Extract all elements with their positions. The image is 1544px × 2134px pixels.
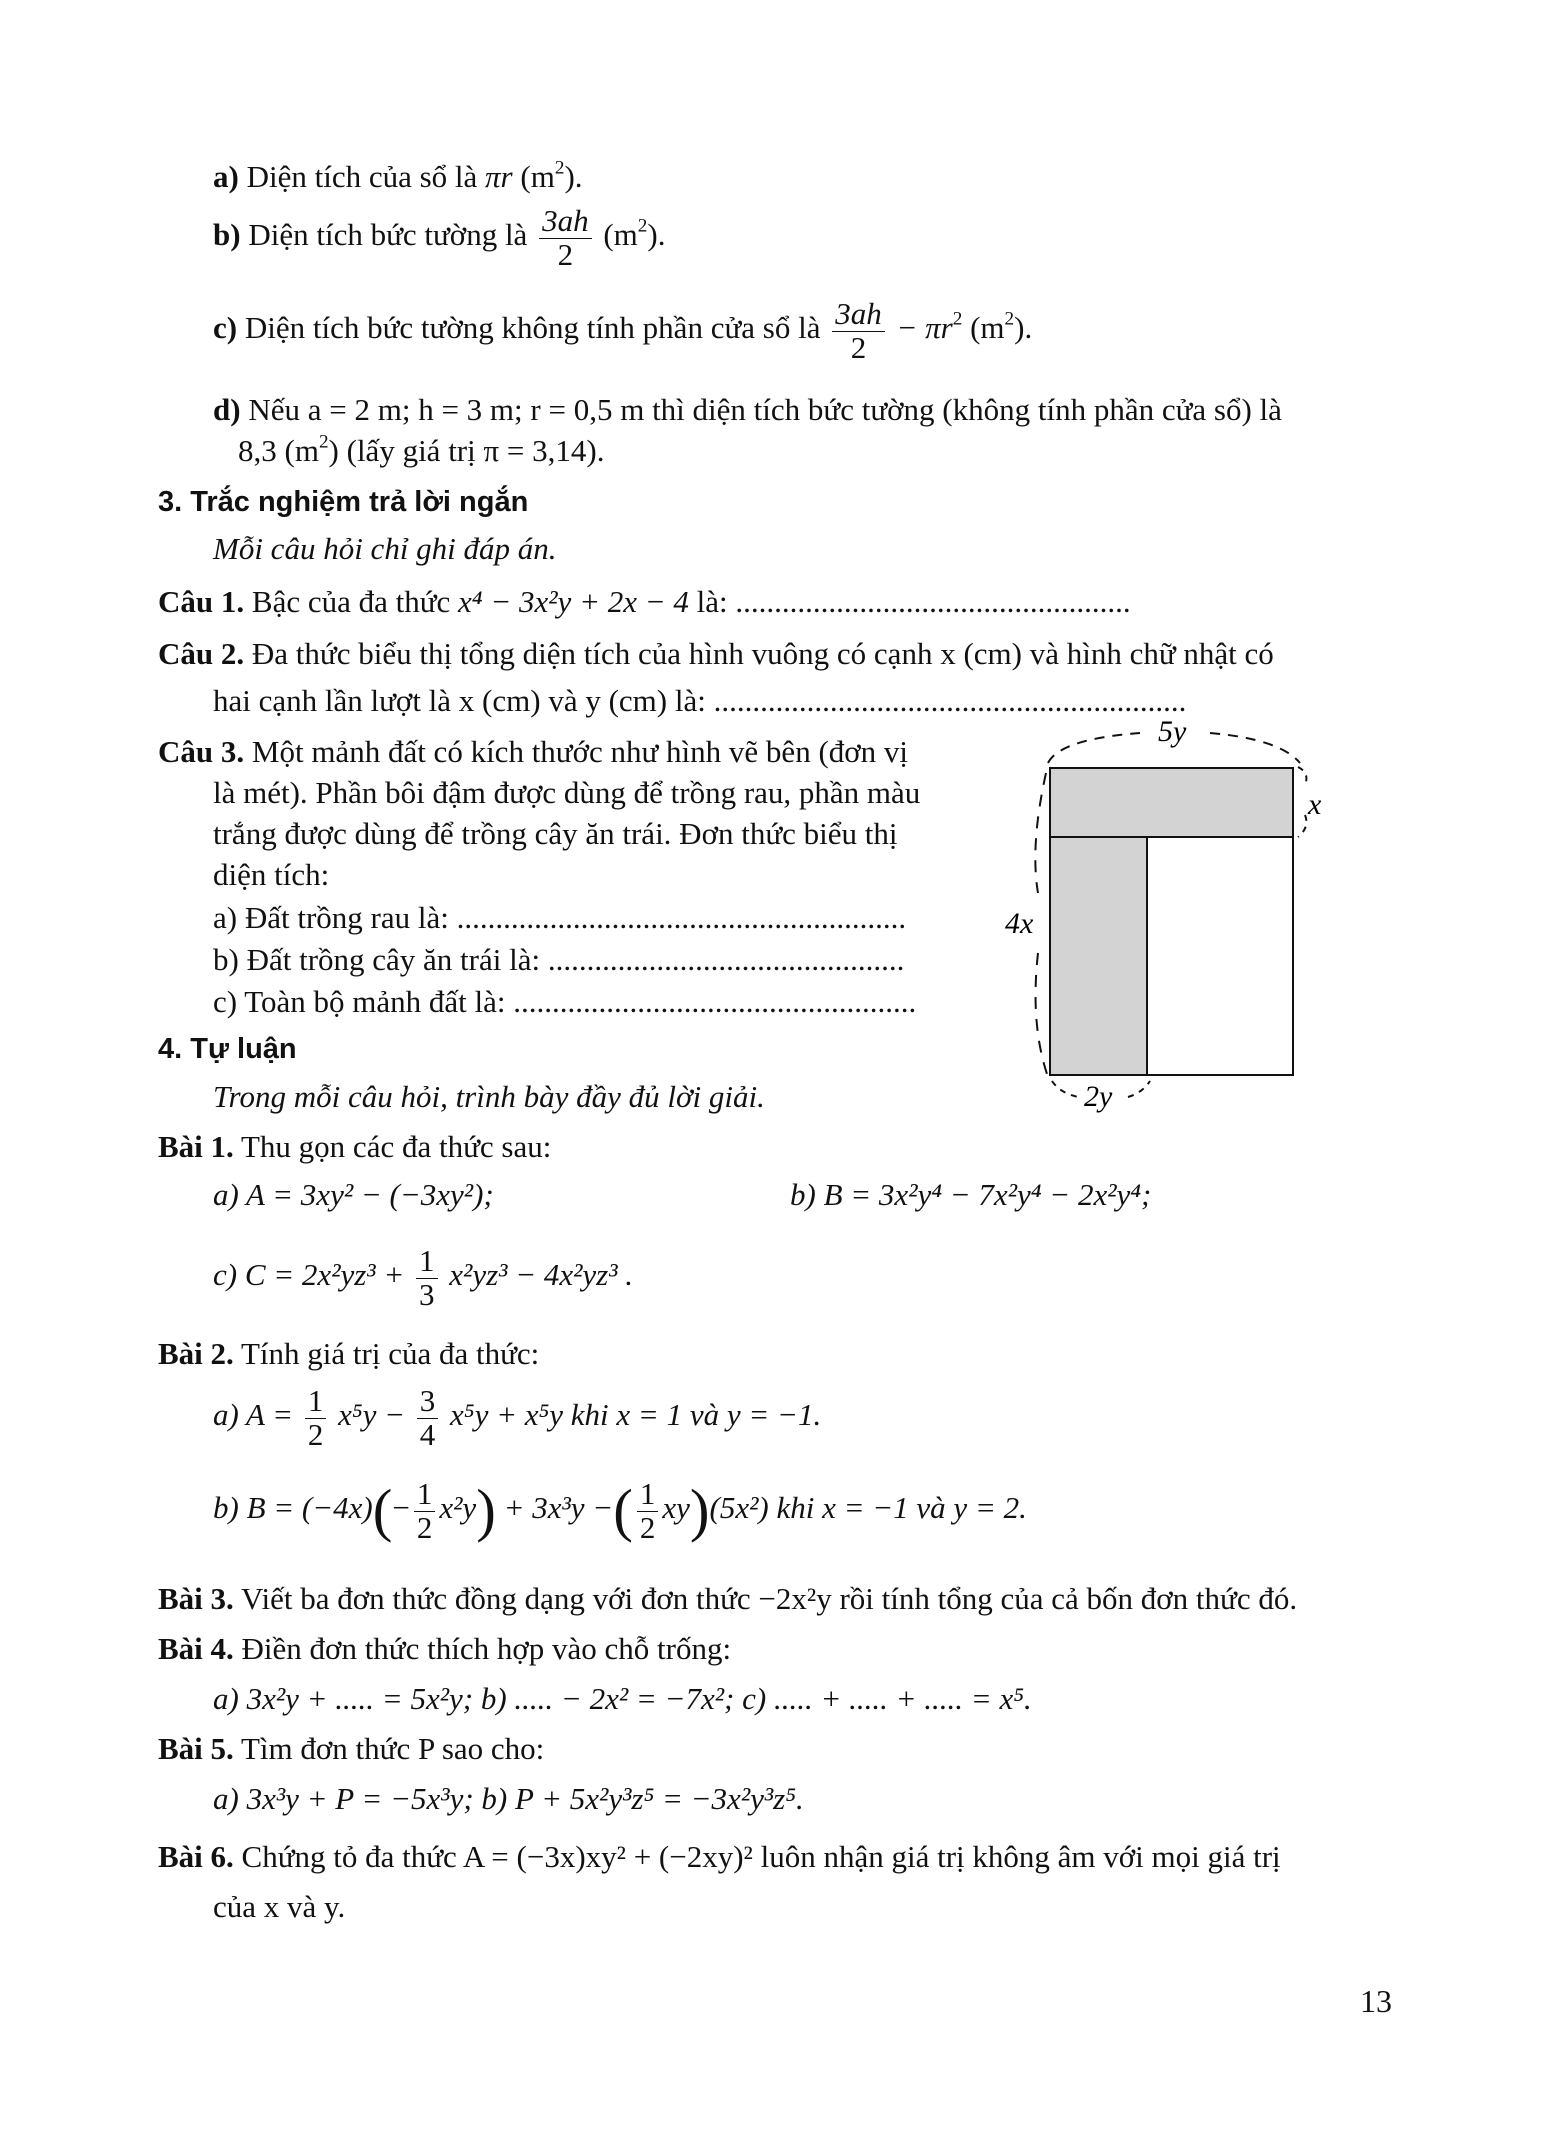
dim-right-bottom — [1298, 815, 1306, 837]
denominator: 2 — [639, 1509, 656, 1545]
denominator: 3 — [419, 1276, 435, 1312]
dim-bottom-right — [1128, 1081, 1150, 1097]
exercise-label: Bài 3. — [158, 1581, 234, 1616]
dim-bottom-left — [1052, 1081, 1078, 1097]
unit: (m — [970, 310, 1005, 346]
math: x⁵y − — [338, 1397, 406, 1433]
item-text: Diện tích bức tường là — [248, 217, 528, 253]
label-right: x — [1308, 788, 1322, 821]
unit: (m — [603, 217, 638, 253]
section-3-heading: 3. Trắc nghiệm trả lời ngắn — [158, 486, 529, 518]
question-text: Bậc của đa thức — [251, 584, 451, 619]
minus: − — [392, 1490, 410, 1526]
exercise-text: Tính giá trị của đa thức: — [241, 1336, 540, 1371]
numerator: 1 — [637, 1478, 659, 1512]
item-text: Diện tích bức tường không tính phần cửa sổ là — [244, 310, 821, 346]
bai-2 — [158, 1335, 539, 1372]
shaded-left-strip — [1050, 837, 1147, 1075]
exercise-label: Bài 4. — [158, 1631, 234, 1666]
question-text: Một mảnh đất có kích thước như hình vẽ bên (đơn vị — [251, 734, 909, 769]
label-bottom: 2y — [1084, 1080, 1113, 1113]
denominator: 2 — [850, 329, 867, 365]
math: x⁵y + x⁵y khi x = 1 và y = −1. — [450, 1397, 822, 1433]
cau-3 — [158, 733, 908, 770]
bai-3 — [158, 1580, 1297, 1617]
unit-end: ). — [564, 159, 583, 194]
bai-1 — [158, 1128, 551, 1165]
exercise-text: Viết ba đơn thức đồng dạng với đơn thức −2x²y rồi tính tổng của cả bốn đơn thức đó. — [241, 1581, 1298, 1616]
paren-close: ) — [689, 1478, 710, 1544]
item-label: c) — [213, 310, 238, 346]
item-text: Diện tích của sổ là — [246, 159, 478, 194]
exercise-label: Bài 1. — [158, 1129, 234, 1164]
dim-top-right — [1210, 733, 1300, 763]
page-number: 13 — [1360, 1983, 1392, 2019]
fraction — [539, 205, 592, 271]
math: πr — [485, 159, 513, 194]
label-left: 4x — [1005, 907, 1034, 940]
question-label: Câu 3. — [158, 734, 245, 769]
dim-top-left — [1048, 733, 1140, 763]
unit-exp: 2 — [554, 157, 565, 179]
numerator: 1 — [416, 1245, 438, 1279]
section-3-instruction: Mỗi câu hỏi chỉ ghi đáp án. — [213, 531, 557, 566]
numerator: 3ah — [539, 205, 592, 239]
denominator: 2 — [307, 1416, 324, 1452]
cau-3-a: a) Đất trồng rau là: .......................................................... — [213, 900, 907, 935]
bai-5 — [158, 1730, 544, 1767]
fraction — [417, 1385, 439, 1451]
paren-close: ) — [476, 1478, 496, 1544]
item-label: d) — [213, 392, 241, 427]
math: a) A = — [213, 1397, 294, 1433]
bai-2-b — [213, 1478, 1027, 1544]
item-label: b) — [213, 217, 241, 253]
bai-1-a: a) A = 3xy² − (−3xy²); — [213, 1177, 494, 1212]
bai-4 — [158, 1630, 731, 1667]
exercise-label: Bài 6. — [158, 1839, 234, 1874]
denominator: 2 — [416, 1509, 433, 1545]
question-label: Câu 1. — [158, 584, 245, 619]
fraction — [832, 298, 885, 364]
item-text: Nếu a = 2 m; h = 3 m; r = 0,5 m thì diện tích bức tường (không tính phần cửa sổ) là — [248, 392, 1282, 427]
bai-2-a — [213, 1385, 821, 1451]
item-2a — [213, 158, 583, 195]
label-top: 5y — [1158, 715, 1187, 748]
section-4-instruction: Trong mỗi câu hỏi, trình bày đầy đủ lời giải. — [213, 1079, 765, 1114]
fraction — [414, 1478, 436, 1544]
math: x²y — [439, 1490, 477, 1526]
exercise-text: Điền đơn thức thích hợp vào chỗ trống: — [241, 1631, 732, 1666]
dim-left-bottom — [1036, 953, 1048, 1077]
cau-3-line4: diện tích: — [213, 857, 330, 892]
bai-1-c — [213, 1245, 633, 1311]
denominator: 2 — [557, 236, 574, 272]
denominator: 4 — [419, 1416, 436, 1452]
bai-6 — [158, 1838, 1281, 1875]
math-exp: 2 — [952, 308, 963, 330]
math: c) C = 2x²yz³ + — [213, 1257, 405, 1293]
math: (5x²) khi x = −1 và y = 2. — [709, 1490, 1027, 1526]
math: x²yz³ − 4x²yz³ . — [449, 1257, 634, 1293]
exercise-text: Chứng tỏ đa thức A = (−3x)xy² + (−2xy)² luôn nhận giá trị không âm với mọi giá trị — [241, 1839, 1281, 1874]
item-2d — [213, 391, 1282, 428]
exp: 2 — [318, 431, 329, 453]
unit-exp: 2 — [1004, 308, 1015, 330]
item-2d-line2 — [238, 432, 604, 469]
bai-5-items: a) 3x³y + P = −5x³y; b) P + 5x²y³z⁵ = −3x²y³z⁵. — [213, 1781, 804, 1816]
cau-2 — [158, 635, 1274, 672]
item-label: a) — [213, 159, 239, 194]
unit: (m — [520, 159, 555, 194]
item-2b — [213, 205, 665, 271]
shaded-top-strip — [1050, 768, 1293, 837]
numerator: 1 — [414, 1478, 436, 1512]
paren-open: ( — [613, 1478, 633, 1544]
section-4-heading: 4. Tự luận — [158, 1033, 297, 1065]
cau-2-line2: hai cạnh lần lượt là x (cm) và y (cm) là: ............................................................. — [213, 683, 1187, 718]
exercise-text: Tìm đơn thức P sao cho: — [241, 1731, 545, 1766]
cau-3-c: c) Toàn bộ mảnh đất là: .................................................... — [213, 984, 917, 1019]
fraction — [637, 1478, 659, 1544]
question-label: Câu 2. — [158, 636, 245, 671]
unit-end: ). — [1014, 310, 1033, 346]
math: xy — [662, 1490, 690, 1526]
fraction — [305, 1385, 327, 1451]
math: x⁴ − 3x²y + 2x − 4 — [458, 584, 689, 619]
math: − πr — [896, 310, 953, 346]
exercise-label: Bài 5. — [158, 1731, 234, 1766]
numerator: 1 — [305, 1385, 327, 1419]
cau-3-b: b) Đất trồng cây ăn trái là: .............................................. — [213, 942, 905, 977]
text: ) (lấy giá trị π = 3,14). — [328, 433, 605, 468]
math: + 3x³y − — [503, 1490, 614, 1526]
unit-end: ). — [647, 217, 666, 253]
land-figure — [1000, 715, 1360, 1115]
numerator: 3 — [417, 1385, 439, 1419]
text: 8,3 (m — [238, 433, 319, 468]
answer-blank: là: ................................................... — [696, 584, 1131, 619]
exercise-text: Thu gọn các đa thức sau: — [241, 1129, 552, 1164]
question-text: Đa thức biểu thị tổng diện tích của hình vuông có cạnh x (cm) và hình chữ nhật có — [251, 636, 1274, 671]
unit-exp: 2 — [637, 215, 648, 237]
dim-right-top — [1298, 767, 1306, 785]
bai-4-items: a) 3x²y + ..... = 5x²y; b) ..... − 2x² = −7x²; c) ..... + ..... + ..... = x⁵. — [213, 1681, 1032, 1716]
numerator: 3ah — [832, 298, 885, 332]
bai-1-b: b) B = 3x²y⁴ − 7x²y⁴ − 2x²y⁴; — [790, 1177, 1152, 1212]
fraction — [416, 1245, 438, 1311]
math: b) B = (−4x) — [213, 1490, 373, 1526]
cau-3-line2: là mét). Phần bôi đậm được dùng để trồng rau, phần màu — [213, 775, 921, 810]
cau-3-line3: trắng được dùng để trồng cây ăn trái. Đơn thức biểu thị — [213, 816, 898, 851]
cau-1 — [158, 583, 1131, 620]
dim-left-top — [1035, 773, 1046, 893]
bai-6-line2: của x và y. — [213, 1889, 346, 1924]
paren-open: ( — [372, 1478, 393, 1544]
exercise-label: Bài 2. — [158, 1336, 234, 1371]
item-2c — [213, 298, 1032, 364]
